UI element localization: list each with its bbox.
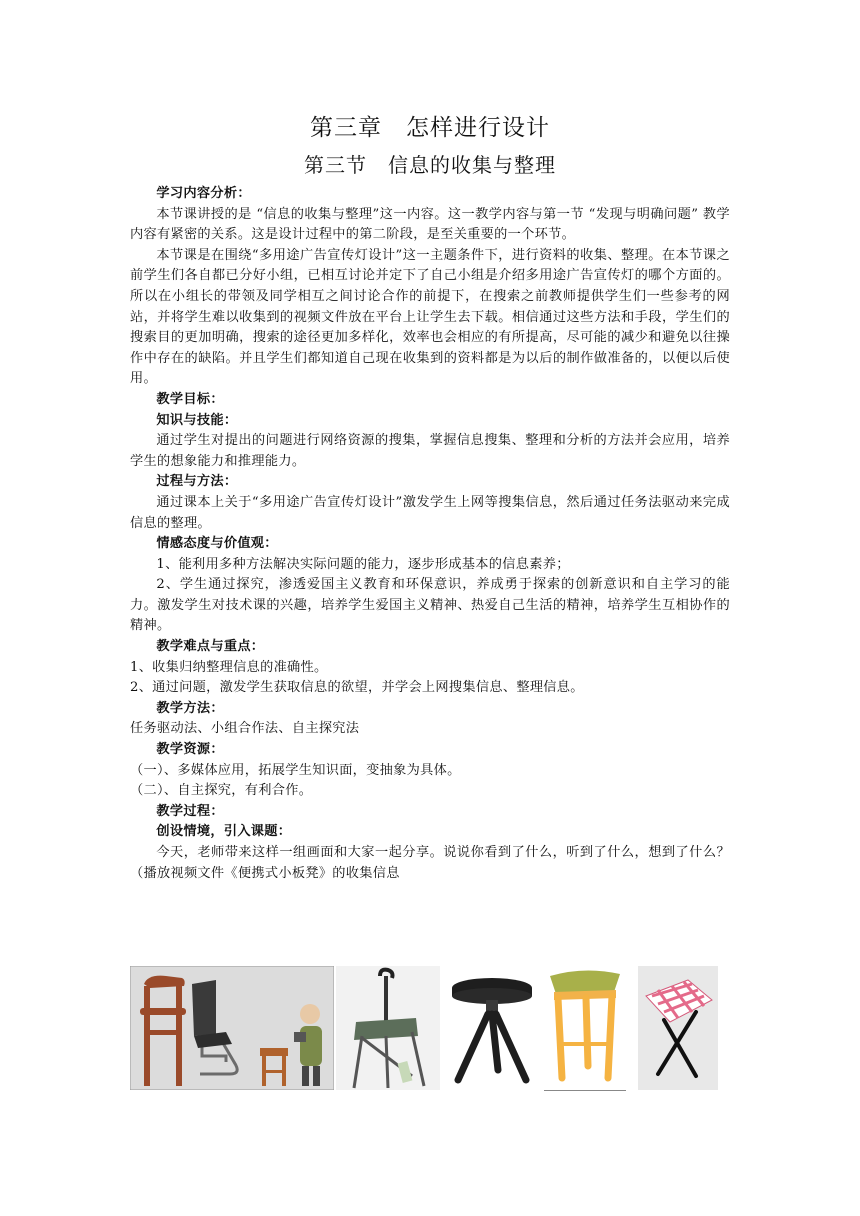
folding-stool-photo: [638, 966, 718, 1090]
knowledge-text: 通过学生对提出的问题进行网络资源的搜集，掌握信息搜集、整理和分析的方法并会应用，培养学生的想象能力和推理能力。: [130, 433, 730, 469]
difficulty-item-2: 2、通过问题，激发学生获取信息的欲望，并学会上网搜集信息、整理信息。: [130, 680, 584, 696]
method-heading: 教学方法：: [156, 700, 224, 716]
section-title: 第三节 信息的收集与整理: [304, 153, 556, 177]
emotion-heading: 情感态度与价值观：: [156, 536, 278, 552]
method-text: 任务驱动法、小组合作法、自主探究法: [130, 721, 360, 737]
resources-item-1: （一）、多媒体应用，拓展学生知识面，变抽象为具体。: [130, 762, 461, 778]
emotion-item-2: 2、学生通过探究，渗透爱国主义教育和环保意识，养成勇于探索的创新意识和自主学习的能力。激发学生对技术课的兴趣，培养学生爱国主义精神、热爱自己生活的精神，培养学生互相协作的精神。: [130, 577, 730, 634]
process-heading: 教学过程：: [156, 803, 224, 819]
cane-seat-photo: [336, 966, 440, 1090]
resources-heading: 教学资源：: [156, 742, 224, 758]
triangle-stool-photo: [544, 966, 626, 1091]
difficulty-item-1: 1、收集归纳整理信息的准确性。: [130, 659, 328, 675]
difficulty-heading: 教学难点与重点：: [156, 639, 265, 655]
content-analysis-paragraph-2: 本节课是在围绕“多用途广告宣传灯设计”这一主题条件下，进行资料的收集、整理。在本节课之前学生们各自都已分好小组，已相互讨论并定下了自己小组是介绍多用途广告宣传灯的哪个方面的。所以在小组长的带领及同学相互之间讨论合作的前提下，在搜索之前教师提供学生们一些参考的网站，并将学生难以收集到的视频文件放在平台上让学生去下载。相信通过这些方法和手段，学生们的搜索目的更加明确，搜索的途径更加多样化，效率也会相应的有所提高，尽可能的减少和避免以往操作中存在的缺陷。并且学生们都知道自己现在收集到的资料都是为以后的制作做准备的，以便以后使用。: [130, 247, 730, 387]
process-method-heading: 过程与方法：: [156, 474, 238, 490]
black-stool-photo: [442, 966, 542, 1090]
goals-heading: 教学目标：: [156, 391, 224, 407]
knowledge-heading: 知识与技能：: [156, 412, 238, 428]
process-sub-heading: 创设情境，引入课题：: [156, 824, 292, 840]
chapter-title: 第三章 怎样进行设计: [310, 115, 550, 141]
content-analysis-heading: 学习内容分析：: [156, 186, 251, 201]
emotion-item-1: 1、能利用多种方法解决实际问题的能力，逐步形成基本的信息素养；: [156, 556, 570, 572]
process-text: 今天，老师带来这样一组画面和大家一起分享。说说你看到了什么，听到了什么，想到了什么？（播放视频文件《便携式小板凳》的收集信息: [130, 845, 730, 881]
document-page: [130, 108, 730, 884]
photo-strip: [130, 966, 730, 1090]
chairs-photo: [130, 966, 334, 1090]
resources-item-2: （二）、自主探究，有利合作。: [130, 783, 313, 799]
process-method-text: 通过课本上关于“多用途广告宣传灯设计”激发学生上网等搜集信息，然后通过任务法驱动来完成信息的整理。: [130, 494, 730, 531]
content-analysis-paragraph-1: 本节课讲授的是 “信息的收集与整理”这一内容。这一教学内容与第一节 “发现与明确问题” 教学内容有紧密的关系。这是设计过程中的第二阶段，是至关重要的一个环节。: [130, 206, 730, 243]
